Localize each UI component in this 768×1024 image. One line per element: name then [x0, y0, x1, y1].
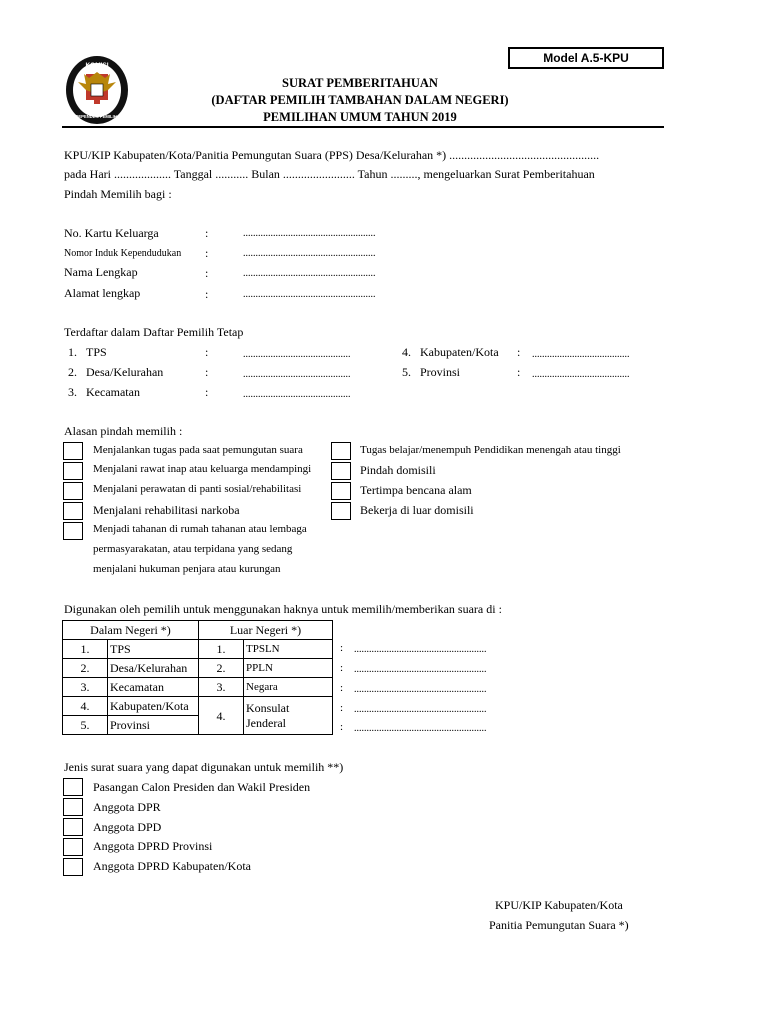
fill-line[interactable]: ..................................................... — [354, 723, 487, 734]
identity-colon: : — [205, 226, 209, 240]
reason-checkbox[interactable] — [331, 462, 351, 480]
dpt-label: Provinsi — [420, 365, 461, 379]
reason-checkbox[interactable] — [331, 442, 351, 460]
reason-checkbox[interactable] — [63, 502, 83, 520]
reason-label-cont: menjalani hukuman penjara atau kurungan — [93, 563, 281, 575]
dpt-num: 2. — [68, 365, 77, 379]
title-line-3: PEMILIHAN UMUM TAHUN 2019 — [263, 110, 457, 124]
nik-field[interactable]: ..................................................... — [243, 248, 376, 259]
identity-colon: : — [205, 246, 209, 260]
reason-checkbox[interactable] — [63, 482, 83, 500]
luar-num: 3. — [199, 678, 244, 697]
location-table — [62, 620, 333, 735]
reason-checkbox[interactable] — [331, 502, 351, 520]
luar-label[interactable]: Negara — [244, 678, 333, 697]
dpt-colon: : — [205, 385, 209, 399]
fill-line[interactable]: ..................................................... — [354, 644, 487, 655]
fill-line[interactable]: ..................................................... — [354, 684, 487, 695]
ballot-checkbox[interactable] — [63, 778, 83, 796]
fill-colon: : — [340, 662, 344, 674]
reason-label: Tugas belajar/menempuh Pendidikan menengah atau tinggi — [360, 444, 621, 456]
dpt-heading: Terdaftar dalam Daftar Pemilih Tetap — [64, 325, 244, 339]
intro-line-1: KPU/KIP Kabupaten/Kota/Panitia Pemungutan Suara (PPS) Desa/Kelurahan *) .................................................. — [64, 148, 600, 162]
identity-label: Nama Lengkap — [64, 265, 138, 279]
address-field[interactable]: ..................................................... — [243, 289, 376, 300]
ballot-label: Anggota DPRD Provinsi — [93, 839, 213, 853]
reason-label: Menjalankan tugas pada saat pemungutan suara — [93, 444, 303, 456]
reason-checkbox[interactable] — [63, 442, 83, 460]
identity-label: Nomor Induk Kependudukan — [64, 248, 182, 259]
reason-checkbox[interactable] — [63, 462, 83, 480]
reason-label-cont: permasyarakatan, atau terpidana yang sedang — [93, 543, 293, 555]
dpt-label: Kabupaten/Kota — [420, 345, 499, 359]
ballot-label: Anggota DPD — [93, 820, 162, 834]
reason-label: Bekerja di luar domisili — [360, 503, 474, 517]
dpt-label: Desa/Kelurahan — [86, 365, 164, 379]
ballot-label: Anggota DPRD Kabupaten/Kota — [93, 859, 251, 873]
luar-num: 2. — [199, 659, 244, 678]
reasons-heading: Alasan pindah memilih : — [64, 424, 183, 438]
dpt-provinsi-field[interactable]: ....................................... — [532, 369, 630, 380]
dalam-num: 3. — [63, 678, 108, 697]
dalam-label[interactable]: TPS — [108, 640, 199, 659]
dpt-num: 3. — [68, 385, 77, 399]
dpt-colon: : — [517, 365, 521, 379]
kpu-logo — [64, 54, 130, 126]
ballot-heading: Jenis surat suara yang dapat digunakan untuk memilih **) — [64, 760, 344, 774]
luar-label-konsulat[interactable] — [244, 697, 333, 735]
svg-text:KOMISI: KOMISI — [85, 62, 109, 69]
luar-label[interactable]: PPLN — [244, 659, 333, 678]
luar-num: 4. — [199, 697, 244, 735]
luar-label[interactable]: TPSLN — [244, 640, 333, 659]
signature-line-1: KPU/KIP Kabupaten/Kota — [495, 898, 623, 912]
dpt-tps-field[interactable]: ........................................... — [243, 349, 351, 360]
luar-header: Luar Negeri *) — [199, 621, 333, 640]
dpt-num: 5. — [402, 365, 411, 379]
intro-line-2: pada Hari ................... Tanggal ........... Bulan ........................ Tahun ........., mengeluarkan Surat Pemberitahuan — [64, 167, 595, 181]
dalam-num: 2. — [63, 659, 108, 678]
name-field[interactable]: ..................................................... — [243, 268, 376, 279]
signature-line-2: Panitia Pemungutan Suara *) — [489, 918, 629, 932]
ballot-label: Pasangan Calon Presiden dan Wakil Presiden — [93, 780, 311, 794]
fill-line[interactable]: ..................................................... — [354, 704, 487, 715]
dpt-colon: : — [205, 365, 209, 379]
luar-label-part: Konsulat — [246, 700, 290, 715]
title-line-1: SURAT PEMBERITAHUAN — [282, 76, 438, 90]
fill-colon: : — [340, 682, 344, 694]
dalam-num: 4. — [63, 697, 108, 716]
identity-colon: : — [205, 266, 209, 280]
ballot-checkbox[interactable] — [63, 818, 83, 836]
kk-field[interactable]: ..................................................... — [243, 228, 376, 239]
dalam-label[interactable]: Provinsi — [108, 716, 199, 735]
dalam-header: Dalam Negeri *) — [63, 621, 199, 640]
dpt-colon: : — [205, 345, 209, 359]
title-line-2: (DAFTAR PEMILIH TAMBAHAN DALAM NEGERI) — [211, 93, 509, 107]
dalam-label[interactable]: Kabupaten/Kota — [108, 697, 199, 716]
reason-label: Menjalani rawat inap atau keluarga mendampingi — [93, 463, 312, 475]
identity-colon: : — [205, 287, 209, 301]
identity-label: No. Kartu Keluarga — [64, 226, 159, 240]
luar-num: 1. — [199, 640, 244, 659]
luar-label-part: Jenderal — [246, 715, 286, 730]
svg-text:INDEPENDEN PEMILIHAN: INDEPENDEN PEMILIHAN — [71, 114, 123, 119]
table-row — [63, 640, 333, 659]
ballot-checkbox[interactable] — [63, 838, 83, 856]
dpt-num: 4. — [402, 345, 411, 359]
reason-label: Menjalani perawatan di panti sosial/rehabilitasi — [93, 483, 302, 495]
fill-colon: : — [340, 702, 344, 714]
table-row — [63, 659, 333, 678]
usage-heading: Digunakan oleh pemilih untuk menggunakan haknya untuk memilih/memberikan suara di : — [64, 602, 502, 616]
intro-line-3: Pindah Memilih bagi : — [64, 187, 172, 201]
table-row — [63, 697, 333, 716]
dalam-num: 1. — [63, 640, 108, 659]
fill-colon: : — [340, 642, 344, 654]
reason-label: Tertimpa bencana alam — [360, 483, 472, 497]
ballot-checkbox[interactable] — [63, 798, 83, 816]
reason-label: Pindah domisili — [360, 463, 436, 477]
reason-label: Menjalani rehabilitasi narkoba — [93, 503, 240, 517]
reason-checkbox[interactable] — [63, 522, 83, 540]
ballot-checkbox[interactable] — [63, 858, 83, 876]
header-divider — [62, 126, 664, 128]
dpt-label: Kecamatan — [86, 385, 140, 399]
ballot-label: Anggota DPR — [93, 800, 161, 814]
dalam-label[interactable]: Desa/Kelurahan — [108, 659, 199, 678]
dpt-kabupaten-field[interactable]: ....................................... — [532, 349, 630, 360]
fill-line[interactable]: ..................................................... — [354, 664, 487, 675]
identity-label: Alamat lengkap — [64, 286, 141, 300]
dpt-colon: : — [517, 345, 521, 359]
reason-checkbox[interactable] — [331, 482, 351, 500]
dpt-num: 1. — [68, 345, 77, 359]
dalam-label[interactable]: Kecamatan — [108, 678, 199, 697]
reason-label: Menjadi tahanan di rumah tahanan atau lembaga — [93, 523, 307, 535]
dalam-num: 5. — [63, 716, 108, 735]
dpt-kecamatan-field[interactable]: ........................................... — [243, 389, 351, 400]
dpt-label: TPS — [86, 345, 107, 359]
table-row — [63, 678, 333, 697]
dpt-desa-field[interactable]: ........................................... — [243, 369, 351, 380]
model-code: Model A.5-KPU — [508, 47, 664, 69]
fill-colon: : — [340, 721, 344, 733]
